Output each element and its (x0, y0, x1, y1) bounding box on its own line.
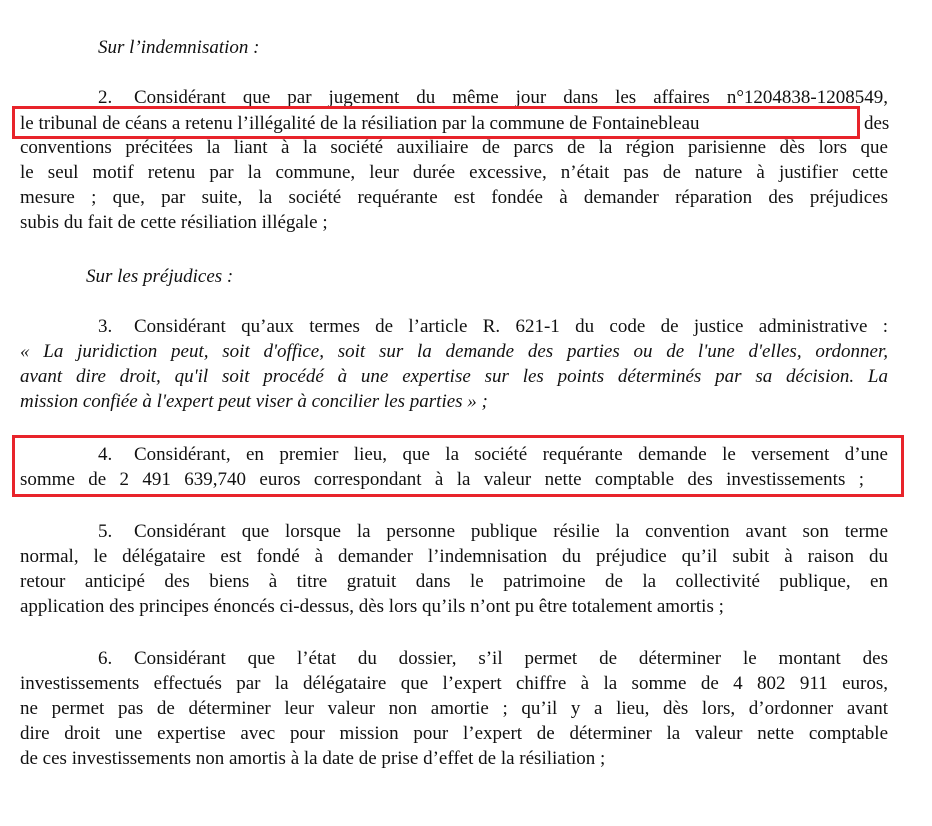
paragraph-3-number: 3. (98, 316, 113, 337)
paragraph-6-line-5: de ces investissements non amortis à la date de prise d’effet de la résiliation ; (20, 748, 606, 769)
paragraph-2-number: 2. (98, 87, 113, 108)
paragraph-5-line-4: application des principes énoncés ci-dessus, dès lors qu’ils n’ont pu être totalement amortis ; (20, 596, 724, 617)
paragraph-6-line-2: investissements effectués par la délégataire que l’expert chiffre à la somme de 4 802 911 euros, (20, 673, 888, 694)
paragraph-2-line-1: Considérant que par jugement du même jour dans les affaires n°1204838-1208549, (134, 87, 888, 108)
paragraph-2-line-6: subis du fait de cette résiliation illégale ; (20, 212, 328, 233)
paragraph-4-number: 4. (98, 444, 113, 465)
section-heading-indemnisation: Sur l’indemnisation : (98, 37, 260, 58)
paragraph-3-line-4: mission confiée à l'expert peut viser à concilier les parties » ; (20, 391, 488, 412)
paragraph-5-line-3: retour anticipé des biens à titre gratuit dans le patrimoine de la collectivité publique, en (20, 571, 888, 592)
paragraph-5-line-1: Considérant que lorsque la personne publique résilie la convention avant son terme (134, 521, 888, 542)
paragraph-2-line-2 (20, 112, 856, 136)
paragraph-6-line-1: Considérant que l’état du dossier, s’il permet de déterminer le montant des (134, 648, 888, 669)
paragraph-2-line-4: le seul motif retenu par la commune, leur durée excessive, n’était pas de nature à justifier cette (20, 162, 888, 183)
paragraph-4-line-2: somme de 2 491 639,740 euros correspondant à la valeur nette comptable des investissements ; (20, 469, 864, 490)
paragraph-6-number: 6. (98, 648, 113, 669)
paragraph-3-line-1: Considérant qu’aux termes de l’article R. 621-1 du code de justice administrative : (134, 316, 888, 337)
paragraph-6-line-3: ne permet pas de déterminer leur valeur non amortie ; qu’il y a lieu, dès lors, d’ordonner avant (20, 698, 888, 719)
paragraph-5-number: 5. (98, 521, 113, 542)
paragraph-2-line-2-tail: des (864, 113, 890, 134)
paragraph-6-line-4: dire droit une expertise avec pour mission pour l’expert de déterminer la valeur nette comptable (20, 723, 888, 744)
section-heading-prejudices: Sur les préjudices : (86, 266, 234, 287)
highlighted-phrase: le tribunal de céans a retenu l’illégalité de la résiliation par la commune de Fontainebleau (20, 113, 700, 134)
paragraph-5-line-2: normal, le délégataire est fondé à demander l’indemnisation du préjudice qu’il subit à raison du (20, 546, 888, 567)
paragraph-3-line-2: « La juridiction peut, soit d'office, soit sur la demande des parties ou de l'une d'elles, ordonner, (20, 341, 888, 362)
paragraph-4-line-1: Considérant, en premier lieu, que la société requérante demande le versement d’une (134, 444, 888, 465)
paragraph-2-line-5: mesure ; que, par suite, la société requérante est fondée à demander réparation des préjudices (20, 187, 888, 208)
paragraph-3-line-3: avant dire droit, qu'il soit procédé à une expertise sur les points déterminés par sa décision. La (20, 366, 888, 387)
paragraph-2-line-3: conventions précitées la liant à la société auxiliaire de parcs de la région parisienne dès lors que (20, 137, 888, 158)
